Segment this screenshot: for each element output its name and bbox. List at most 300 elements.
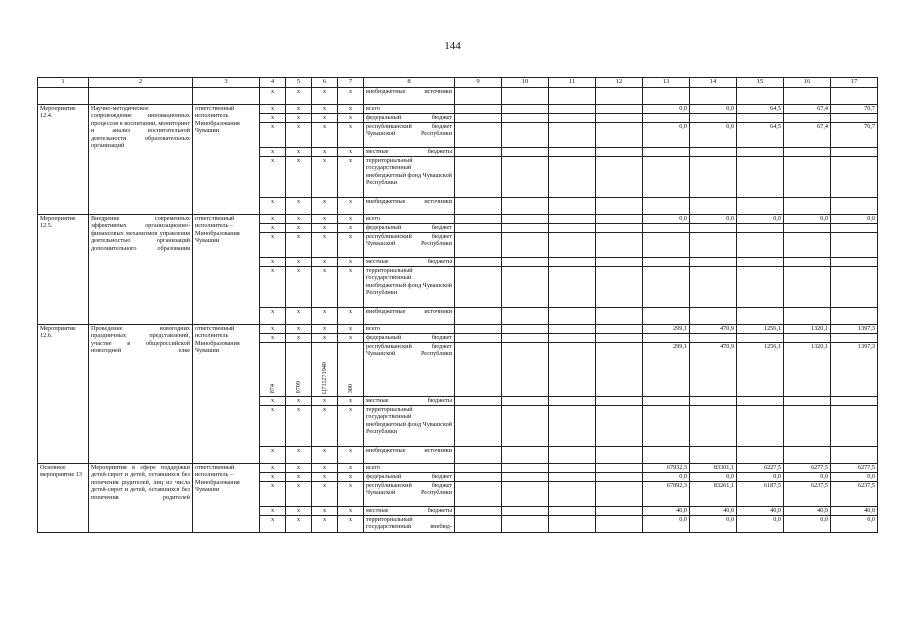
code-x: x <box>312 148 338 157</box>
table-row <box>38 88 878 105</box>
source-label: всего <box>364 325 455 334</box>
empty-cell <box>502 267 549 308</box>
responsible-executor: ответственный исполнитель Минобразования Чувашии <box>193 325 260 464</box>
table-row <box>38 325 878 334</box>
code-x: x <box>338 334 364 343</box>
empty-cell <box>502 308 549 325</box>
value-cell: 470,9 <box>690 325 737 334</box>
code-x: x <box>338 507 364 516</box>
value-cell <box>690 198 737 215</box>
code-x: x <box>260 447 286 464</box>
empty-cell <box>502 334 549 343</box>
empty-cell <box>596 343 643 397</box>
empty-cell <box>596 267 643 308</box>
empty-cell <box>455 157 502 198</box>
table-row <box>38 215 878 224</box>
code-x: x <box>260 198 286 215</box>
value-cell <box>831 148 878 157</box>
code-x: x <box>286 447 312 464</box>
value-cell: 0,0 <box>690 473 737 482</box>
empty-cell <box>502 325 549 334</box>
empty-cell <box>455 464 502 473</box>
empty-cell <box>596 258 643 267</box>
value-cell <box>831 397 878 406</box>
value-cell: 6237,5 <box>784 482 831 507</box>
code-x: x <box>338 215 364 224</box>
value-cell: 67,4 <box>784 123 831 148</box>
empty-cell <box>502 516 549 533</box>
code-x: x <box>286 198 312 215</box>
value-cell: 6187,5 <box>737 482 784 507</box>
value-cell <box>831 88 878 105</box>
value-cell <box>784 114 831 123</box>
source-label: федеральный бюджет <box>364 114 455 123</box>
code-x: x <box>260 325 286 334</box>
value-cell <box>643 224 690 233</box>
value-cell: 0,0 <box>643 473 690 482</box>
measure-description: Научно-методическое сопровождение инновационных процессов в воспитании, мониторинг и анализ воспитательной деятельности образовательных организаций <box>89 105 193 215</box>
empty-cell <box>455 334 502 343</box>
empty-cell <box>502 105 549 114</box>
value-cell <box>737 406 784 447</box>
empty-cell <box>502 123 549 148</box>
value-cell: 0,0 <box>643 123 690 148</box>
measure-description: Внедрение современных эффективных организационно-финансовых механизмов управления деятельностью организаций дополнительного образования <box>89 215 193 325</box>
empty-cell <box>596 148 643 157</box>
value-cell <box>737 198 784 215</box>
value-cell: 1397,3 <box>831 325 878 334</box>
source-label: внебюджетные источники <box>364 447 455 464</box>
code-x: x <box>286 464 312 473</box>
value-cell <box>643 308 690 325</box>
code-x: x <box>286 123 312 148</box>
value-cell <box>831 267 878 308</box>
value-cell <box>690 397 737 406</box>
empty-cell <box>455 397 502 406</box>
budget-code <box>260 343 286 397</box>
code-x: x <box>338 233 364 258</box>
source-label: местные бюджеты <box>364 258 455 267</box>
empty-cell <box>596 308 643 325</box>
empty-cell <box>549 148 596 157</box>
empty-cell <box>596 482 643 507</box>
code-x: x <box>312 157 338 198</box>
value-cell <box>690 157 737 198</box>
source-label: внебюджетные источники <box>364 308 455 325</box>
code-x: x <box>338 114 364 123</box>
empty-cell <box>455 88 502 105</box>
empty-cell <box>455 198 502 215</box>
empty-cell <box>502 397 549 406</box>
empty-cell <box>502 88 549 105</box>
value-cell: 6227,5 <box>737 464 784 473</box>
measure-name: Мероприятие 12.4. <box>38 105 89 215</box>
value-cell: 70,7 <box>831 123 878 148</box>
code-x: x <box>338 325 364 334</box>
value-cell: 1397,3 <box>831 343 878 397</box>
value-cell: 6277,5 <box>831 464 878 473</box>
code-x: x <box>312 406 338 447</box>
value-cell: 0,0 <box>784 516 831 533</box>
source-label: всего <box>364 215 455 224</box>
code-x: x <box>312 123 338 148</box>
value-cell <box>643 334 690 343</box>
code-x: x <box>312 258 338 267</box>
source-label: республиканский бюджет Чувашской Республики <box>364 233 455 258</box>
empty-cell <box>502 447 549 464</box>
value-cell: 40,0 <box>831 507 878 516</box>
table-body <box>38 78 878 533</box>
code-x: x <box>338 123 364 148</box>
column-number: 8 <box>364 78 455 88</box>
value-cell <box>690 308 737 325</box>
value-cell <box>643 406 690 447</box>
empty-cell <box>549 334 596 343</box>
table-row <box>38 464 878 473</box>
empty-cell <box>455 325 502 334</box>
code-x: x <box>286 224 312 233</box>
empty-cell <box>549 343 596 397</box>
code-x: x <box>338 397 364 406</box>
value-cell: 0,0 <box>831 473 878 482</box>
budget-code <box>286 343 312 397</box>
value-cell <box>831 447 878 464</box>
responsible-executor: ответственный исполнитель Минобразования Чувашии <box>193 105 260 215</box>
measure-description: Мероприятия в сфере поддержки детей-сирот и детей, оставшихся без попечения родителей, лиц из числа детей-сирот и детей, оставшихся без попечения родителей <box>89 464 193 533</box>
responsible-executor: ответственный исполнитель – Минобразования Чувашии <box>193 464 260 533</box>
empty-cell <box>596 397 643 406</box>
header-row <box>38 78 878 88</box>
value-cell: 470,9 <box>690 343 737 397</box>
value-cell: 0,0 <box>831 215 878 224</box>
empty-cell <box>455 473 502 482</box>
value-cell: 67932,3 <box>643 464 690 473</box>
value-cell: 64,5 <box>737 123 784 148</box>
value-cell <box>737 148 784 157</box>
table-row <box>38 105 878 114</box>
value-cell <box>690 88 737 105</box>
empty-cell <box>549 406 596 447</box>
value-cell <box>690 233 737 258</box>
empty-cell <box>596 516 643 533</box>
empty-cell <box>455 233 502 258</box>
empty-cell <box>549 114 596 123</box>
code-x: x <box>338 464 364 473</box>
empty-cell <box>549 473 596 482</box>
value-cell <box>831 258 878 267</box>
column-number: 11 <box>549 78 596 88</box>
code-x: x <box>260 482 286 507</box>
source-label: всего <box>364 105 455 114</box>
empty-cell <box>502 507 549 516</box>
code-x: x <box>312 516 338 533</box>
code-x: x <box>260 406 286 447</box>
code-x: x <box>338 447 364 464</box>
code-x: x <box>286 114 312 123</box>
budget-code <box>338 343 364 397</box>
empty-cell <box>502 157 549 198</box>
source-label: территориальный государственный внебюджетный фонд Чувашской Республики <box>364 406 455 447</box>
code-x: x <box>312 473 338 482</box>
empty-cell <box>549 258 596 267</box>
empty-cell <box>596 224 643 233</box>
empty-cell <box>549 215 596 224</box>
code-x: x <box>260 397 286 406</box>
empty-cell <box>549 224 596 233</box>
code-x: x <box>312 397 338 406</box>
empty-cell <box>549 88 596 105</box>
column-number: 16 <box>784 78 831 88</box>
column-number: 14 <box>690 78 737 88</box>
empty-cell <box>502 198 549 215</box>
empty-cell <box>549 308 596 325</box>
code-x: x <box>286 473 312 482</box>
value-cell <box>831 157 878 198</box>
code-x: x <box>260 105 286 114</box>
value-cell <box>784 334 831 343</box>
code-x: x <box>260 88 286 105</box>
code-x: x <box>338 198 364 215</box>
column-number: 2 <box>89 78 193 88</box>
code-x: x <box>312 267 338 308</box>
value-cell <box>784 447 831 464</box>
value-cell: 0,0 <box>784 215 831 224</box>
code-x: x <box>260 308 286 325</box>
value-cell <box>643 114 690 123</box>
empty-cell <box>596 198 643 215</box>
empty-cell <box>596 507 643 516</box>
source-label: местные бюджеты <box>364 507 455 516</box>
value-cell <box>737 397 784 406</box>
source-label: федеральный бюджет <box>364 334 455 343</box>
value-cell <box>784 397 831 406</box>
empty-cell <box>596 105 643 114</box>
value-cell <box>737 308 784 325</box>
empty-cell <box>502 343 549 397</box>
value-cell <box>690 148 737 157</box>
code-x: x <box>338 516 364 533</box>
code-x: x <box>312 88 338 105</box>
value-cell: 1256,1 <box>737 325 784 334</box>
column-number: 9 <box>455 78 502 88</box>
value-cell: 40,0 <box>690 507 737 516</box>
code-x: x <box>286 267 312 308</box>
value-cell <box>643 148 690 157</box>
value-cell: 0,0 <box>643 516 690 533</box>
empty-cell <box>455 114 502 123</box>
empty-cell <box>502 258 549 267</box>
empty-cell <box>455 406 502 447</box>
empty-cell <box>549 464 596 473</box>
code-x: x <box>260 464 286 473</box>
code-x: x <box>286 507 312 516</box>
code-x: x <box>286 406 312 447</box>
empty-cell <box>455 267 502 308</box>
code-x: x <box>286 233 312 258</box>
column-number: 3 <box>193 78 260 88</box>
empty-cell <box>38 88 89 105</box>
empty-cell <box>596 334 643 343</box>
code-x: x <box>312 198 338 215</box>
source-label: местные бюджеты <box>364 397 455 406</box>
code-x: x <box>338 105 364 114</box>
code-x: x <box>338 258 364 267</box>
value-cell <box>784 308 831 325</box>
value-cell <box>737 114 784 123</box>
empty-cell <box>502 215 549 224</box>
empty-cell <box>193 88 260 105</box>
value-cell: 83261,1 <box>690 482 737 507</box>
value-cell: 0,0 <box>643 105 690 114</box>
value-cell: 70,7 <box>831 105 878 114</box>
code-x: x <box>286 148 312 157</box>
code-x: x <box>312 215 338 224</box>
code-x: x <box>260 224 286 233</box>
value-cell <box>831 334 878 343</box>
source-label: территориальный государственный внебюджетный фонд Чувашской Республики <box>364 267 455 308</box>
empty-cell <box>596 114 643 123</box>
value-cell <box>784 157 831 198</box>
value-cell <box>643 267 690 308</box>
source-label: республиканский бюджет Чувашской Республики <box>364 482 455 507</box>
empty-cell <box>502 482 549 507</box>
budget-code: 0709 <box>294 381 302 394</box>
empty-cell <box>455 105 502 114</box>
code-x: x <box>338 148 364 157</box>
value-cell <box>737 157 784 198</box>
value-cell <box>831 406 878 447</box>
column-number: 7 <box>338 78 364 88</box>
measure-name: Основное мероприятие 13 <box>38 464 89 533</box>
value-cell <box>643 233 690 258</box>
value-cell: 1256,1 <box>737 343 784 397</box>
empty-cell <box>549 267 596 308</box>
empty-cell <box>549 105 596 114</box>
source-label: территориальный государственный внебюджетный фонд Чувашской Республики <box>364 157 455 198</box>
value-cell: 0,0 <box>690 215 737 224</box>
source-label: территориальный государственный внебюд- <box>364 516 455 533</box>
empty-cell <box>549 516 596 533</box>
code-x: x <box>286 258 312 267</box>
value-cell: 0,0 <box>690 105 737 114</box>
value-cell <box>831 198 878 215</box>
empty-cell <box>455 516 502 533</box>
value-cell: 1320,1 <box>784 325 831 334</box>
code-x: x <box>312 464 338 473</box>
column-number: 4 <box>260 78 286 88</box>
empty-cell <box>502 473 549 482</box>
value-cell <box>784 406 831 447</box>
code-x: x <box>286 334 312 343</box>
empty-cell <box>549 507 596 516</box>
code-x: x <box>286 397 312 406</box>
code-x: x <box>338 224 364 233</box>
empty-cell <box>455 258 502 267</box>
empty-cell <box>455 224 502 233</box>
code-x: x <box>312 114 338 123</box>
empty-cell <box>549 157 596 198</box>
code-x: x <box>260 267 286 308</box>
value-cell: 40,0 <box>737 507 784 516</box>
empty-cell <box>549 482 596 507</box>
code-x: x <box>312 233 338 258</box>
value-cell <box>737 334 784 343</box>
value-cell <box>737 258 784 267</box>
column-number: 6 <box>312 78 338 88</box>
column-number: 12 <box>596 78 643 88</box>
code-x: x <box>260 114 286 123</box>
empty-cell <box>549 447 596 464</box>
empty-cell <box>549 198 596 215</box>
column-number: 15 <box>737 78 784 88</box>
value-cell <box>690 447 737 464</box>
code-x: x <box>286 215 312 224</box>
value-cell <box>690 406 737 447</box>
empty-cell <box>596 157 643 198</box>
measure-description: Проведение новогодних праздничных представлений, участие в общероссийской новогодней елке <box>89 325 193 464</box>
empty-cell <box>549 233 596 258</box>
value-cell <box>784 224 831 233</box>
empty-cell <box>455 482 502 507</box>
value-cell: 299,1 <box>643 343 690 397</box>
empty-cell <box>502 406 549 447</box>
value-cell <box>831 114 878 123</box>
empty-cell <box>596 88 643 105</box>
value-cell <box>643 258 690 267</box>
code-x: x <box>338 308 364 325</box>
value-cell <box>737 233 784 258</box>
responsible-executor: ответственный исполнитель – Минобразования Чувашии <box>193 215 260 325</box>
value-cell <box>784 233 831 258</box>
value-cell <box>690 224 737 233</box>
code-x: x <box>286 325 312 334</box>
code-x: x <box>286 482 312 507</box>
code-x: x <box>338 88 364 105</box>
budget-code: Ц711271940 <box>320 361 328 394</box>
code-x: x <box>260 148 286 157</box>
value-cell <box>643 198 690 215</box>
code-x: x <box>286 308 312 325</box>
value-cell <box>737 224 784 233</box>
value-cell <box>643 88 690 105</box>
source-label: местные бюджеты <box>364 148 455 157</box>
value-cell: 40,0 <box>784 507 831 516</box>
column-number: 13 <box>643 78 690 88</box>
code-x: x <box>338 267 364 308</box>
value-cell <box>643 447 690 464</box>
source-label: республиканский бюджет Чувашской Республики <box>364 343 455 397</box>
code-x: x <box>286 516 312 533</box>
code-x: x <box>260 123 286 148</box>
code-x: x <box>260 258 286 267</box>
value-cell <box>784 148 831 157</box>
code-x: x <box>338 473 364 482</box>
value-cell: 1320,1 <box>784 343 831 397</box>
value-cell <box>737 447 784 464</box>
empty-cell <box>596 464 643 473</box>
code-x: x <box>260 334 286 343</box>
empty-cell <box>596 215 643 224</box>
value-cell: 67892,3 <box>643 482 690 507</box>
page-number: 144 <box>444 40 461 52</box>
empty-cell <box>502 464 549 473</box>
value-cell <box>784 198 831 215</box>
code-x: x <box>312 308 338 325</box>
value-cell: 0,0 <box>831 516 878 533</box>
empty-cell <box>596 406 643 447</box>
column-number: 5 <box>286 78 312 88</box>
empty-cell <box>596 447 643 464</box>
